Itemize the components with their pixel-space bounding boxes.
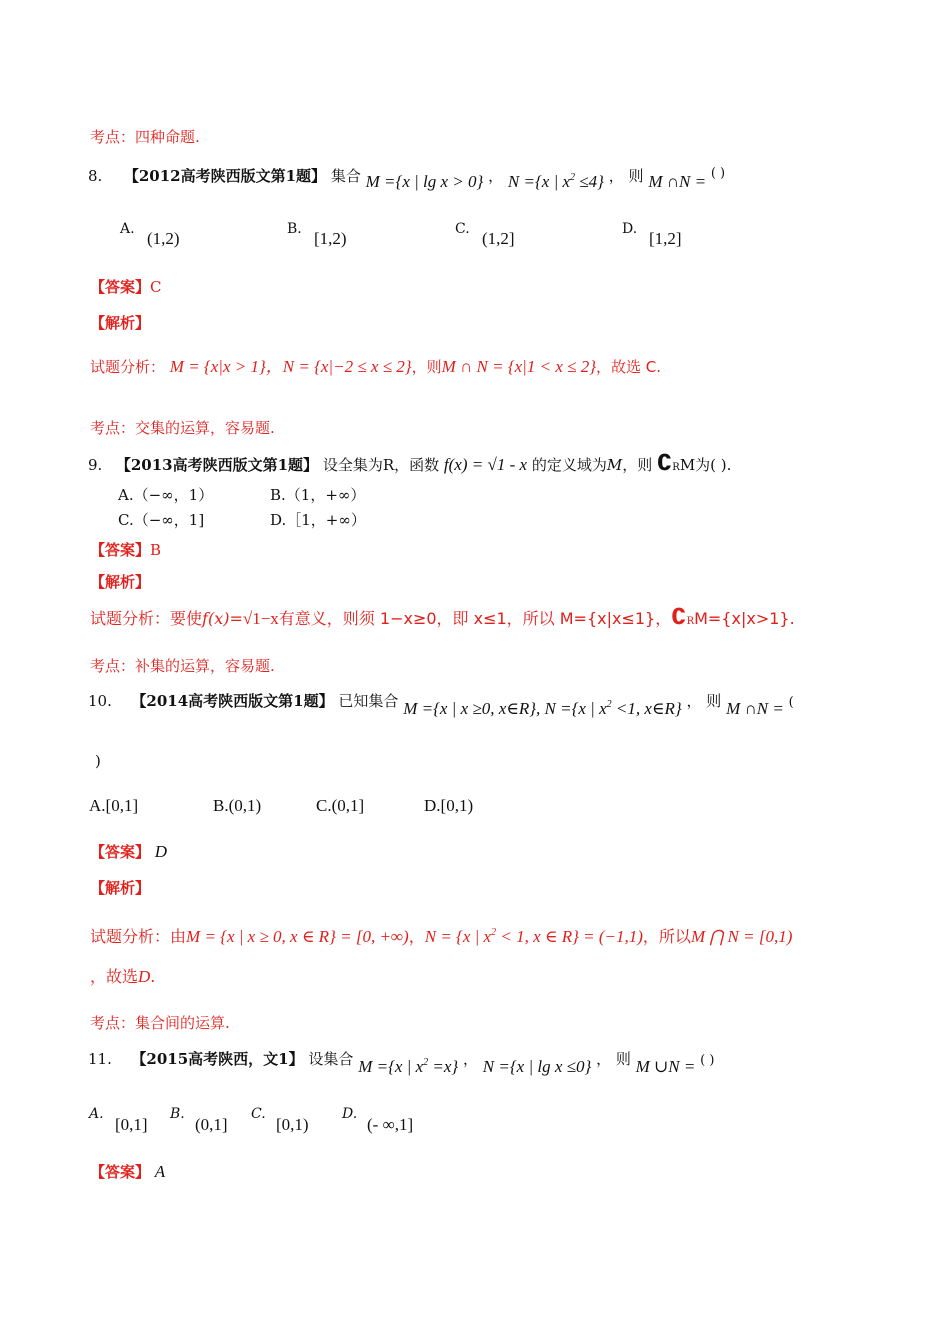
- question-number: 9.: [88, 456, 103, 474]
- answer-blank: ( ): [700, 1053, 715, 1068]
- expression: M ∩N =: [648, 172, 707, 191]
- option-a-letter: A.: [89, 1106, 104, 1122]
- question-source: 【2014高考陕西版文第1题】: [131, 692, 334, 710]
- stem-text: 则: [628, 167, 644, 185]
- option-c: C.（−∞，1]: [118, 511, 205, 529]
- option-d-value: [1,2]: [649, 229, 682, 248]
- analysis-q10: 试题分析：由M = {x | x ≥ 0, x ∈ R} = [0, +∞)，N = {x | $x^2 < 1$, x ∈ R} = (−1,1)，所以M ⋂ N = [0,1): [90, 927, 793, 946]
- answer-blank: ( ): [710, 166, 726, 181]
- kaodian-q9: 考点：补集的运算，容易题.: [90, 657, 275, 675]
- complement-icon: ∁: [656, 451, 673, 476]
- option-d-letter: D.: [622, 221, 638, 237]
- question-number: 8.: [88, 167, 103, 185]
- option-a-letter: A.: [120, 221, 135, 237]
- punct: ，: [608, 167, 624, 185]
- analysis-q9: 试题分析：要使f(x)=√1−x有意义，则须 1−x≥0，即 x≤1，所以 M={x|x≤1}，∁RM={x|x>1}.: [90, 605, 795, 630]
- set-n: N ={x | lg x ≤0}: [482, 1057, 592, 1076]
- question-number: 10.: [88, 692, 112, 710]
- set-m: M ={x | $x^2 =x$}: [358, 1057, 459, 1076]
- option-a: A.（−∞，1）: [118, 486, 214, 504]
- jiexi-q9: 【解析】: [90, 573, 151, 591]
- kaodian-q7: 考点：四种命题.: [90, 128, 200, 146]
- answer-q11: 【答案】 A: [90, 1162, 166, 1181]
- expression: M ∩N =: [726, 699, 784, 718]
- option-b-letter: B.: [170, 1106, 185, 1122]
- option-a-value: [0,1]: [115, 1115, 148, 1134]
- option-b: B.（1，+∞）: [270, 486, 366, 504]
- jiexi-q8: 【解析】: [90, 314, 151, 332]
- option-c-value: [0,1): [276, 1115, 309, 1134]
- option-b: B.(0,1): [213, 796, 262, 815]
- answer-q9: 【答案】B: [90, 541, 162, 559]
- option-d: D.［1，+∞）: [270, 511, 366, 529]
- answer-q8: 【答案】C: [90, 278, 162, 296]
- analysis-q8: 试题分析： M = {x|x > 1}，N = {x|−2 ≤ x ≤ 2}，则M ∩ N = {x|1 < x ≤ 2}，故选 C.: [90, 357, 662, 376]
- option-b-letter: B.: [287, 221, 302, 237]
- sets-mn: M ={x | x ≥0, x∈R}, N ={x | $x^2 <1$, x∈R}: [403, 699, 682, 718]
- option-c-letter: C.: [251, 1106, 266, 1122]
- question-10-stem: 10. 【2014高考陕西版文第1题】 已知集合 M ={x | x ≥0, x∈R}, N ={x | $x^2 <1$, x∈R} ， 则 M ∩N = (: [88, 692, 794, 718]
- question-number: 11.: [88, 1050, 112, 1068]
- option-d-value: (- ∞,1]: [367, 1115, 414, 1134]
- question-8-stem: [88, 163, 725, 193]
- question-source: 【2012高考陕西版文第1题】: [123, 167, 327, 185]
- option-b-value: (0,1]: [195, 1115, 228, 1134]
- jiexi-q10: 【解析】: [90, 879, 151, 897]
- question-9-stem: 9. 【2013高考陕西版文第1题】 设全集为R，函数 f(x) = √1 - x 的定义域为M，则 ∁RM为( ).: [88, 451, 732, 476]
- question-source: 【2013高考陕西版文第1题】: [115, 456, 319, 474]
- option-d: D.[0,1): [424, 796, 474, 815]
- option-b-value: [1,2): [314, 229, 347, 248]
- question-11-stem: 11. 【2015高考陕西，文1】 设集合 M ={x | $x^2 =x$} ， N ={x | lg x ≤0} ， 则 M ∪N = ( ): [88, 1050, 715, 1076]
- analysis-q10-cont: ，故选D.: [90, 967, 156, 986]
- option-c-letter: C.: [455, 221, 470, 237]
- stem-text: 集合: [330, 167, 361, 185]
- set-m: M ={x | lg x > 0}: [365, 172, 484, 191]
- function-f: f(x) = √1 - x: [443, 455, 528, 474]
- question-source: 【2015高考陕西，文1】: [131, 1050, 304, 1068]
- paren-close: ): [95, 752, 101, 770]
- set-n: N ={x | $x^2 \le 4$}: [507, 172, 604, 191]
- answer-q10: 【答案】 D: [90, 842, 168, 861]
- option-a: A.[0,1]: [89, 796, 139, 815]
- expression: M ∪N =: [635, 1057, 696, 1076]
- punct: ，: [488, 167, 504, 185]
- option-d-letter: D.: [342, 1106, 358, 1122]
- kaodian-q10: 考点：集合间的运算.: [90, 1014, 230, 1032]
- option-c-value: (1,2]: [482, 229, 515, 248]
- option-c: C.(0,1]: [316, 796, 365, 815]
- option-a-value: (1,2): [147, 229, 180, 248]
- complement-icon: ∁: [671, 605, 687, 630]
- kaodian-q8: 考点：交集的运算，容易题.: [90, 419, 275, 437]
